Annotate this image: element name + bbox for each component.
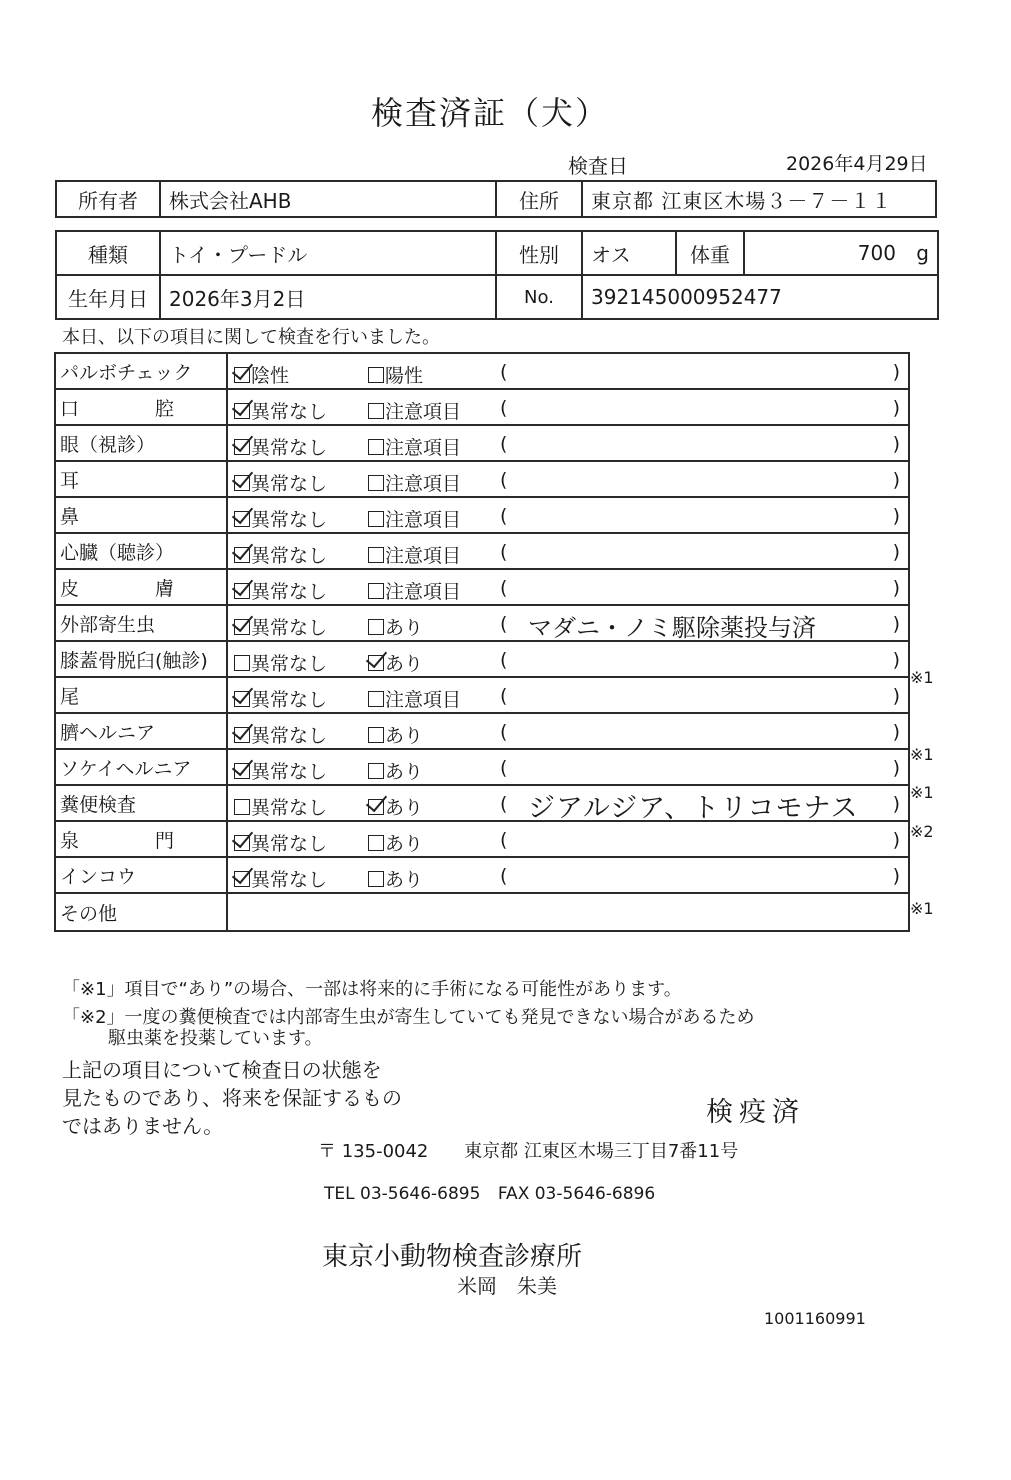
- option-label: 異常なし: [251, 797, 328, 819]
- check-result: [227, 533, 909, 569]
- open-paren: (: [500, 685, 508, 707]
- check-result: [227, 677, 909, 713]
- check-result: [227, 821, 909, 857]
- check-row: [55, 353, 909, 389]
- checkbox-icon[interactable]: [368, 835, 384, 851]
- clinic-name: 東京小動物検査診療所: [322, 1242, 583, 1272]
- option-label: 異常なし: [251, 473, 328, 495]
- sex: オス: [582, 231, 676, 275]
- remark-text: マダニ・ノミ駆除薬投与済: [528, 614, 816, 642]
- weight-value: 700: [857, 241, 896, 265]
- open-paren: (: [500, 541, 508, 563]
- option-label: 異常なし: [251, 509, 328, 531]
- option-label: 異常なし: [251, 581, 328, 603]
- open-paren: (: [500, 469, 508, 491]
- option-normal[interactable]: [234, 721, 327, 748]
- check-result: [227, 785, 909, 824]
- check-item-label: 臍ヘルニア: [55, 713, 227, 749]
- check-row: [55, 425, 909, 461]
- checkbox-icon[interactable]: [234, 763, 250, 779]
- breed-label: 種類: [56, 231, 160, 275]
- check-row: [55, 641, 909, 677]
- option-normal[interactable]: [234, 541, 327, 568]
- remark-mark: ※2: [910, 821, 934, 841]
- checkbox-icon[interactable]: [368, 619, 384, 635]
- check-row: [55, 749, 909, 785]
- open-paren: (: [500, 865, 508, 887]
- option-abnormal[interactable]: [368, 397, 461, 424]
- option-normal[interactable]: [234, 469, 327, 496]
- check-result: [227, 713, 909, 749]
- footnote-2-cont: 駆虫薬を投薬しています。: [108, 1028, 323, 1049]
- option-label: 注意項目: [385, 473, 462, 495]
- option-normal[interactable]: [234, 685, 327, 712]
- check-item-label: パルボチェック: [55, 353, 227, 389]
- check-result: [227, 857, 909, 893]
- birth-label: 生年月日: [56, 275, 160, 319]
- checkbox-icon[interactable]: [234, 511, 250, 527]
- check-item-label: 尾: [55, 677, 227, 713]
- inspection-stamp: 検疫済: [706, 1097, 805, 1128]
- microchip-number: 392145000952477: [582, 275, 938, 319]
- weight-label: 体重: [676, 231, 744, 275]
- check-result: [227, 641, 909, 677]
- clinic-tel: TEL 03-5646-6895: [324, 1184, 481, 1204]
- option-label: 異常なし: [251, 617, 328, 639]
- option-abnormal[interactable]: [368, 577, 461, 604]
- check-result: [227, 569, 909, 605]
- checkbox-icon[interactable]: [368, 655, 384, 671]
- close-paren: ): [892, 865, 900, 887]
- checkbox-icon[interactable]: [234, 691, 250, 707]
- checkbox-icon[interactable]: [368, 727, 384, 743]
- option-label: 異常なし: [251, 653, 328, 675]
- check-row: [55, 785, 909, 821]
- check-row: [55, 893, 909, 931]
- option-label: 異常なし: [251, 437, 328, 459]
- option-abnormal[interactable]: [368, 865, 423, 892]
- check-result: [227, 389, 909, 425]
- option-normal[interactable]: [234, 649, 327, 676]
- owner-address: 東京都 江東区木場３－７－１１: [582, 181, 936, 217]
- breed: トイ・プードル: [160, 231, 496, 275]
- check-result: [227, 425, 909, 461]
- open-paren: (: [500, 397, 508, 419]
- checkbox-icon[interactable]: [234, 727, 250, 743]
- checkbox-icon[interactable]: [368, 367, 384, 383]
- checkbox-icon[interactable]: [234, 475, 250, 491]
- intro-text: 本日、以下の項目に関して検査を行いました。: [62, 327, 440, 348]
- open-paren: (: [500, 577, 508, 599]
- remark-text: ジアルジア、トリコモナス: [528, 793, 859, 824]
- remark-mark: ※1: [910, 668, 934, 688]
- birth-date: 2026年3月2日: [160, 275, 496, 319]
- close-paren: ): [892, 361, 900, 383]
- checkbox-icon[interactable]: [368, 403, 384, 419]
- option-abnormal[interactable]: [368, 721, 423, 748]
- check-item-label: 膝蓋骨脱臼(触診): [55, 641, 227, 677]
- checkbox-icon[interactable]: [368, 439, 384, 455]
- exam-date-label: 検査日: [568, 154, 628, 178]
- check-item-label: 心臓（聴診）: [55, 533, 227, 569]
- check-result: [227, 605, 909, 641]
- weight-unit: g: [916, 241, 929, 265]
- checkbox-icon[interactable]: [234, 547, 250, 563]
- close-paren: ): [892, 577, 900, 599]
- open-paren: (: [500, 649, 508, 671]
- option-normal[interactable]: [234, 829, 327, 856]
- disclaimer-line: 上記の項目について検査日の状態を: [62, 1058, 382, 1082]
- footnote-2: 「※2」一度の糞便検査では内部寄生虫が寄生していても発見できない場合があるため: [62, 1007, 755, 1028]
- check-item-label: 鼻: [55, 497, 227, 533]
- close-paren: ): [892, 757, 900, 779]
- close-paren: ): [892, 793, 900, 815]
- check-item-label: 耳: [55, 461, 227, 497]
- option-label: 異常なし: [251, 401, 328, 423]
- open-paren: (: [500, 793, 508, 815]
- option-abnormal[interactable]: [368, 505, 461, 532]
- option-normal[interactable]: [234, 865, 327, 892]
- option-label: あり: [385, 869, 424, 891]
- open-paren: (: [500, 613, 508, 635]
- check-row: [55, 821, 909, 857]
- remark-mark: ※1: [910, 898, 934, 918]
- option-abnormal[interactable]: [368, 361, 423, 388]
- checkbox-icon[interactable]: [234, 655, 250, 671]
- checkbox-icon[interactable]: [234, 835, 250, 851]
- owner-label: 所有者: [56, 181, 160, 217]
- owner-name: 株式会社AHB: [160, 181, 496, 217]
- option-abnormal[interactable]: [368, 757, 423, 784]
- option-abnormal[interactable]: [368, 793, 423, 820]
- disclaimer-line: ではありません。: [62, 1114, 224, 1138]
- address-label: 住所: [496, 181, 582, 217]
- option-label: あり: [385, 653, 424, 675]
- checkbox-icon[interactable]: [234, 619, 250, 635]
- exam-date: 2026年4月29日: [786, 153, 928, 175]
- option-abnormal[interactable]: [368, 433, 461, 460]
- option-normal[interactable]: [234, 505, 327, 532]
- open-paren: (: [500, 433, 508, 455]
- check-result: [227, 893, 909, 931]
- weight: [744, 231, 938, 275]
- check-result: [227, 497, 909, 533]
- option-abnormal[interactable]: [368, 649, 423, 676]
- owner-table: [55, 180, 937, 218]
- clinic-postal-address: [318, 1137, 738, 1163]
- vet-name: 米岡 朱美: [457, 1274, 557, 1298]
- option-abnormal[interactable]: [368, 469, 461, 496]
- checkbox-icon[interactable]: [368, 475, 384, 491]
- close-paren: ): [892, 469, 900, 491]
- checkbox-icon[interactable]: [234, 871, 250, 887]
- close-paren: ): [892, 685, 900, 707]
- option-label: 注意項目: [385, 689, 462, 711]
- close-paren: ): [892, 505, 900, 527]
- option-label: 注意項目: [385, 509, 462, 531]
- clinic-contact: [324, 1184, 655, 1204]
- document-title: 検査済証（犬）: [370, 94, 609, 132]
- open-paren: (: [500, 721, 508, 743]
- option-label: 異常なし: [251, 545, 328, 567]
- check-item-label: その他: [55, 893, 227, 931]
- checkbox-icon[interactable]: [234, 799, 250, 815]
- option-label: 陽性: [385, 365, 424, 387]
- option-normal[interactable]: [234, 397, 327, 424]
- option-label: あり: [385, 833, 424, 855]
- option-normal[interactable]: [234, 433, 327, 460]
- option-label: 異常なし: [251, 725, 328, 747]
- close-paren: ): [892, 397, 900, 419]
- option-label: 異常なし: [251, 869, 328, 891]
- check-item-label: 泉 門: [55, 821, 227, 857]
- check-row: [55, 461, 909, 497]
- option-label: 注意項目: [385, 437, 462, 459]
- option-label: 異常なし: [251, 833, 328, 855]
- option-label: 注意項目: [385, 581, 462, 603]
- option-label: 注意項目: [385, 401, 462, 423]
- close-paren: ): [892, 613, 900, 635]
- option-label: 異常なし: [251, 689, 328, 711]
- checkbox-icon[interactable]: [368, 871, 384, 887]
- check-result: [227, 749, 909, 785]
- check-row: [55, 605, 909, 641]
- clinic-fax: FAX 03-5646-6896: [497, 1184, 656, 1204]
- check-row: [55, 677, 909, 713]
- check-result: [227, 461, 909, 497]
- document-number: 1001160991: [764, 1309, 866, 1328]
- close-paren: ): [892, 721, 900, 743]
- sex-label: 性別: [496, 231, 582, 275]
- open-paren: (: [500, 361, 508, 383]
- option-label: 異常なし: [251, 761, 328, 783]
- option-abnormal[interactable]: [368, 685, 461, 712]
- check-row: [55, 389, 909, 425]
- checkbox-icon[interactable]: [234, 583, 250, 599]
- check-item-label: インコウ: [55, 857, 227, 893]
- option-label: あり: [385, 617, 424, 639]
- option-normal[interactable]: [234, 757, 327, 784]
- check-row: [55, 713, 909, 749]
- check-item-label: 糞便検査: [55, 785, 227, 821]
- check-item-label: ソケイヘルニア: [55, 749, 227, 785]
- checkbox-icon[interactable]: [368, 763, 384, 779]
- option-normal[interactable]: [234, 577, 327, 604]
- check-result: [227, 353, 909, 389]
- option-normal[interactable]: [234, 361, 289, 388]
- open-paren: (: [500, 757, 508, 779]
- no-label: No.: [496, 275, 582, 319]
- check-item-label: 眼（視診）: [55, 425, 227, 461]
- option-label: 注意項目: [385, 545, 462, 567]
- open-paren: (: [500, 829, 508, 851]
- check-item-label: 外部寄生虫: [55, 605, 227, 641]
- check-row: [55, 497, 909, 533]
- remark-mark: ※1: [910, 783, 934, 803]
- check-row: [55, 857, 909, 893]
- checkbox-icon[interactable]: [234, 403, 250, 419]
- remark-mark: ※1: [910, 745, 934, 764]
- check-item-label: 口 腔: [55, 389, 227, 425]
- check-row: [55, 533, 909, 569]
- checkbox-icon[interactable]: [368, 511, 384, 527]
- option-abnormal[interactable]: [368, 541, 461, 568]
- close-paren: ): [892, 433, 900, 455]
- checkbox-icon[interactable]: [368, 547, 384, 563]
- checkbox-icon[interactable]: [234, 367, 250, 383]
- disclaimer: [62, 1056, 402, 1140]
- checkbox-icon[interactable]: [368, 691, 384, 707]
- postal-code: 〒 135-0042: [318, 1141, 429, 1162]
- checkbox-icon[interactable]: [368, 799, 384, 815]
- option-abnormal[interactable]: [368, 613, 423, 640]
- option-label: あり: [385, 761, 424, 783]
- check-table: [54, 352, 910, 932]
- checkbox-icon[interactable]: [234, 439, 250, 455]
- clinic-address: 東京都 江東区木場三丁目7番11号: [464, 1141, 739, 1162]
- pet-table: [55, 230, 939, 320]
- footnote-1: 「※1」項目で“あり”の場合、一部は将来的に手術になる可能性があります。: [62, 979, 682, 1000]
- option-label: 陰性: [251, 365, 290, 387]
- option-normal[interactable]: [234, 613, 327, 640]
- checkbox-icon[interactable]: [368, 583, 384, 599]
- check-item-label: 皮 膚: [55, 569, 227, 605]
- disclaimer-line: 見たものであり、将来を保証するもの: [62, 1086, 402, 1110]
- option-abnormal[interactable]: [368, 829, 423, 856]
- open-paren: (: [500, 505, 508, 527]
- option-normal[interactable]: [234, 793, 327, 820]
- close-paren: ): [892, 541, 900, 563]
- close-paren: ): [892, 649, 900, 671]
- close-paren: ): [892, 829, 900, 851]
- option-label: あり: [385, 797, 424, 819]
- option-label: あり: [385, 725, 424, 747]
- check-row: [55, 569, 909, 605]
